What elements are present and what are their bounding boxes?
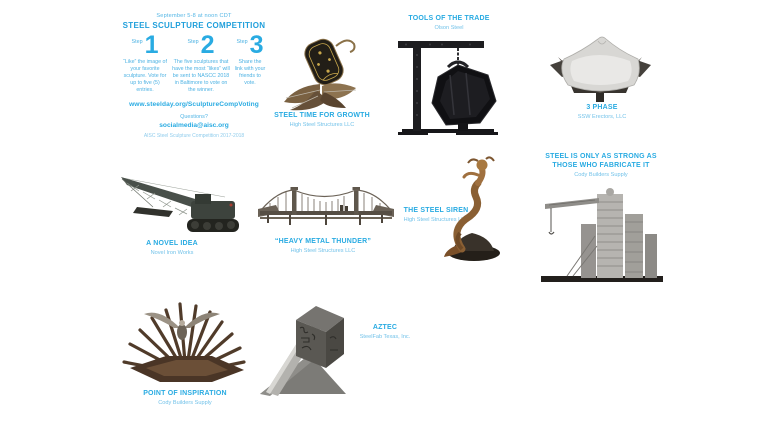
entry-company: SteelFab Texas, Inc. (359, 333, 411, 340)
entry-heavy-metal-thunder (258, 238, 388, 255)
step-1-number: 1 (144, 31, 159, 59)
tools-of-the-trade-sculpture-image (396, 31, 501, 139)
steel-time-sculpture-image (276, 28, 366, 112)
entry-company: SSW Erectors, LLC (577, 113, 627, 120)
entry-company: High Steel Structures LLC (289, 121, 355, 128)
entry-steel-is-only-as-strong (534, 153, 668, 178)
entry-title: TOOLS OF THE TRADE (408, 15, 490, 22)
step-2-text: The five sculptures that have the most “likes” will be sent to NASCC 2018 in Baltimore to vote on the winner. (172, 59, 230, 93)
novel-idea-sculpture-image (107, 167, 243, 239)
step-1-text: “Like” the image of your favorite sculpture. Vote for up to five (5) entries. (123, 59, 167, 93)
step-3 (234, 31, 266, 94)
entry-title: “HEAVY METAL THUNDER” (274, 238, 372, 245)
entry-title: POINT OF INSPIRATION (143, 390, 227, 397)
entry-title: AZTEC (372, 324, 398, 331)
steps-row (122, 31, 266, 94)
entry-company: Cody Builders Supply (158, 399, 212, 406)
step-3-text: Share the link with your friends to vote. (234, 59, 266, 86)
entry-title: A NOVEL IDEA (146, 240, 198, 247)
contact-email[interactable]: socialmedia@aisc.org (159, 121, 229, 129)
date-line: September 5-8 at noon CDT (156, 13, 232, 19)
entry-company: Olson Steel (434, 24, 464, 31)
entry-a-novel-idea (112, 240, 232, 257)
entry-title: 3 PHASE (586, 104, 618, 111)
entry-title: STEEL TIME FOR GROWTH (274, 112, 370, 119)
entry-aztec (342, 324, 428, 341)
questions-label: Questions? (180, 113, 208, 120)
step-1 (122, 31, 168, 94)
three-phase-sculpture-image (548, 27, 653, 102)
entry-steel-time (260, 112, 384, 129)
entry-point-of-inspiration (118, 390, 252, 407)
competition-header (122, 13, 266, 139)
step-3-word: Step (236, 39, 248, 45)
entry-company: Novel Iron Works (150, 249, 194, 256)
entry-tools-of-the-trade (394, 15, 504, 32)
step-1-word: Step (131, 39, 143, 45)
entry-company: Cody Builders Supply (574, 171, 628, 178)
step-2 (172, 31, 230, 94)
entry-title: THE STEEL SIREN (403, 207, 469, 214)
entry-company: High Steel Structures LLC (290, 247, 356, 254)
heavy-metal-thunder-sculpture-image (256, 179, 396, 235)
entry-company: High Steel Structures LLC (403, 216, 469, 223)
entry-title: STEEL IS ONLY AS STRONG AS THOSE WHO FABRICATE IT (545, 153, 657, 169)
entry-3-phase (556, 104, 648, 121)
point-of-inspiration-sculpture-image (116, 292, 254, 388)
aztec-sculpture-image (256, 296, 348, 400)
step-2-number: 2 (200, 31, 215, 59)
step-3-number: 3 (249, 31, 264, 59)
steel-siren-sculpture-image (438, 153, 508, 263)
voting-url[interactable]: www.steelday.org/SculptureCompVoting (129, 100, 259, 108)
step-2-word: Step (187, 39, 199, 45)
competition-title: STEEL SCULPTURE COMPETITION (122, 21, 266, 30)
fabricate-sculpture-image (537, 186, 667, 286)
competition-footer: AISC Steel Sculpture Competition 2017-2018 (143, 132, 245, 139)
